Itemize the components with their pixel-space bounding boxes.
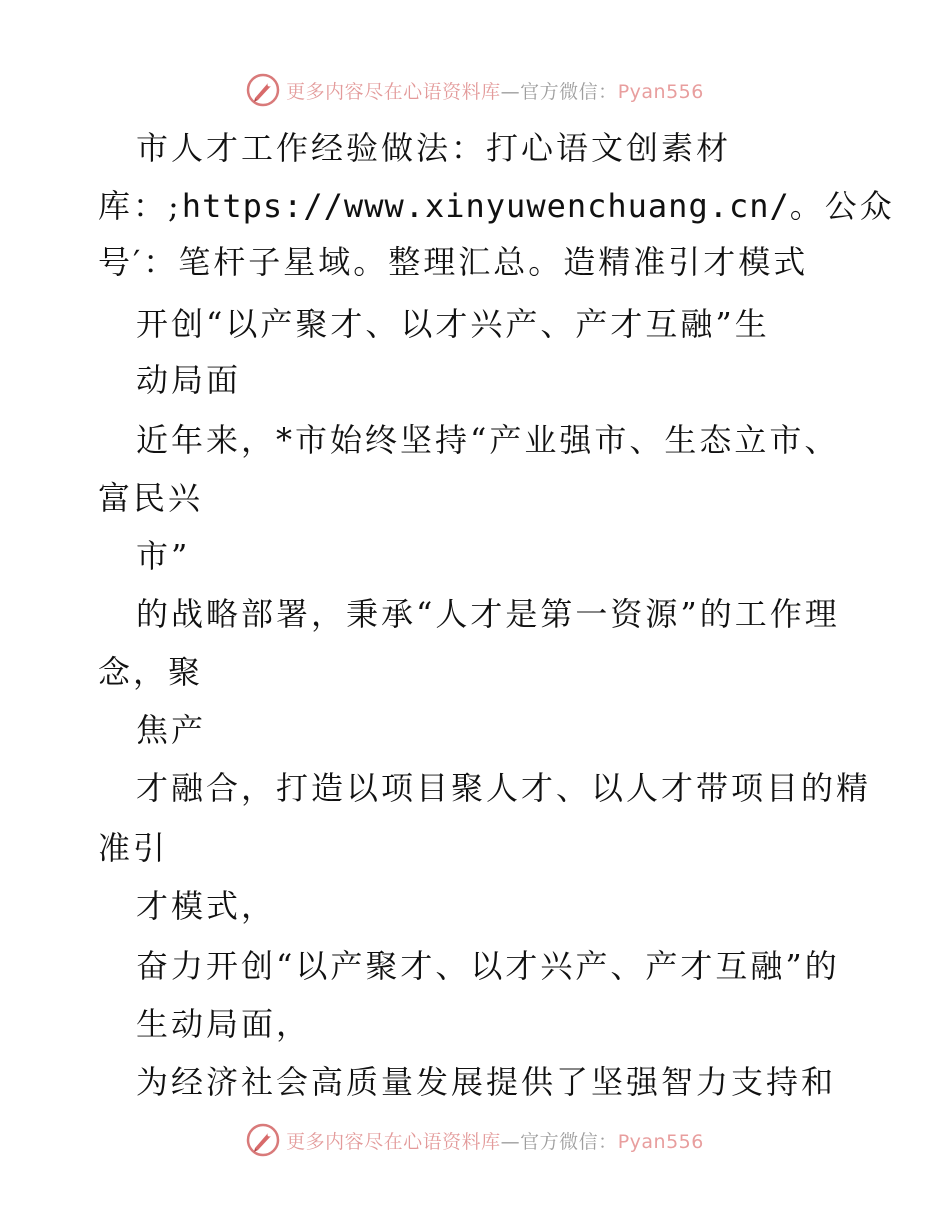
text-line: 念，聚 [98,653,204,691]
text-line: 动局面 [136,361,242,399]
watermark-text: 更多内容尽在心语资料库—官方微信：Pyan556 [286,80,704,103]
header-watermark [0,70,950,110]
text-line: 奋力开创“以产聚才、以才兴产、产才互融”的 [136,947,840,985]
text-line: 近年来，*市始终坚持“产业强市、生态立市、 [136,421,840,459]
text-line: 开创“以产聚才、以才兴产、产才互融”生 [136,305,770,343]
watermark-text: 更多内容尽在心语资料库—官方微信：Pyan556 [286,1130,704,1153]
text-line: 富民兴 [98,479,204,517]
website-url: https://www.xinyuwenchuang.cn/ [181,187,790,225]
text-line: 号′：笔杆子星域。整理汇总。造精准引才模式 [98,243,809,281]
text-line: 市” [136,537,191,575]
text-line: 生动局面， [136,1005,312,1043]
text-line: 市人才工作经验做法：打心语文创素材 [136,129,732,167]
text-line: 为经济社会高质量发展提供了坚强智力支持和 [136,1063,837,1101]
text-line: 焦产 [136,711,207,749]
pen-logo-icon [246,1123,280,1157]
pen-logo-icon [246,73,280,107]
text-line: 库：;https://www.xinyuwenchuang.cn/。公众 [98,187,895,225]
footer-watermark [0,1120,950,1160]
text-line: 才融合，打造以项目聚人才、以人才带项目的精 [136,769,872,807]
text-line: 准引 [98,829,169,867]
text-line: 的战略部署，秉承“人才是第一资源”的工作理 [136,595,840,633]
text-line: 才模式， [136,887,277,925]
